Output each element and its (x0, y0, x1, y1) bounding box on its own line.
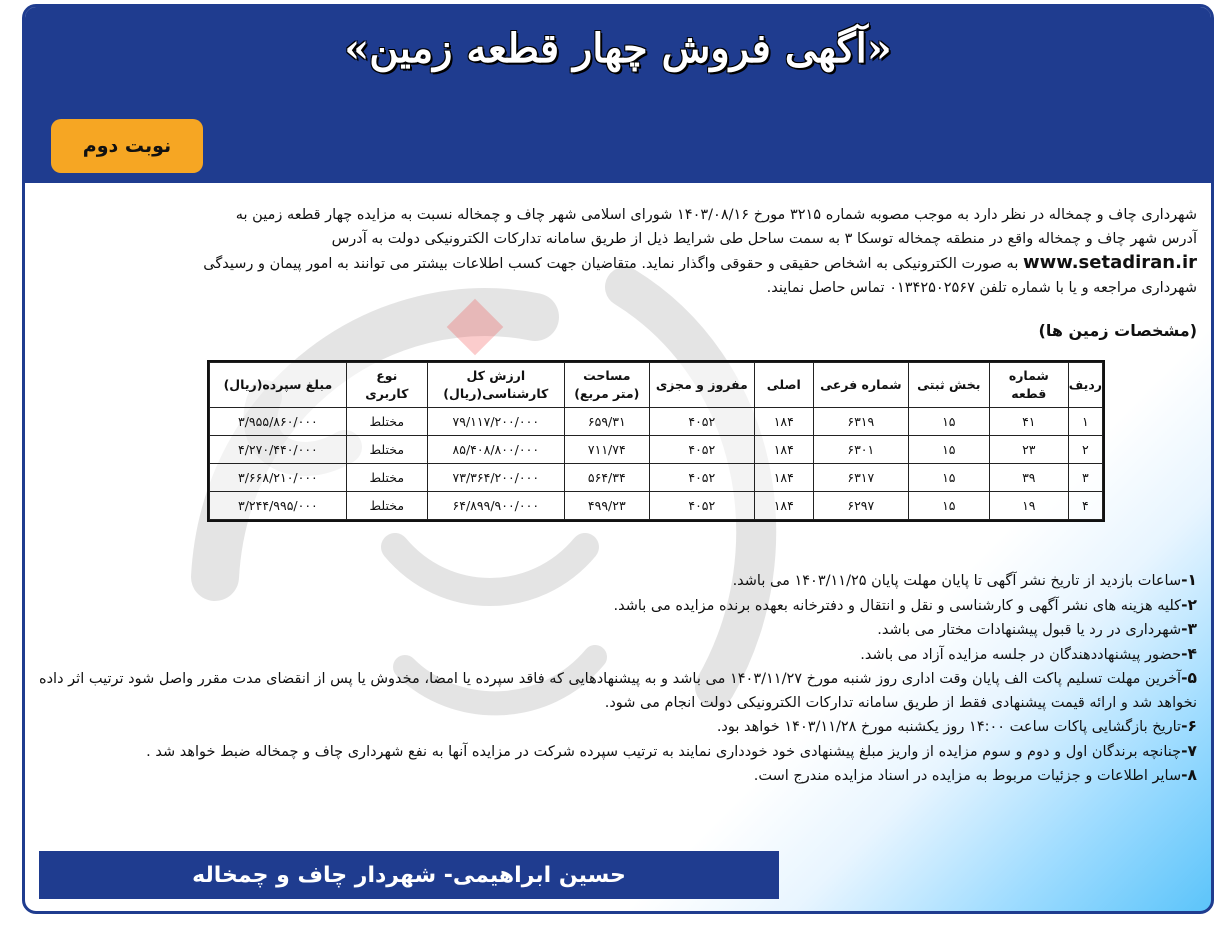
condition-number: ۱- (1181, 571, 1197, 589)
condition-text: کلیه هزینه های نشر آگهی و کارشناسی و نقل و انتقال و دفترخانه بعهده برنده مزایده می باشد. (613, 597, 1182, 614)
table-row (210, 464, 1103, 492)
cell-main: ۱۸۴ (754, 492, 813, 520)
col-sub: شماره فرعی (813, 363, 908, 408)
cell-use: مختلط (346, 464, 427, 492)
signature-bar: حسین ابراهیمی- شهردار چاف و چمخاله (39, 851, 779, 899)
col-plot: شماره قطعه (989, 363, 1068, 408)
cell-deposit: ۳/۲۴۴/۹۹۵/۰۰۰ (210, 492, 347, 520)
cell-row: ۳ (1068, 464, 1102, 492)
cell-section: ۱۵ (908, 492, 989, 520)
specs-heading: (مشخصات زمین ها) (1038, 321, 1197, 340)
cell-use: مختلط (346, 436, 427, 464)
notice-frame (22, 4, 1214, 914)
condition-number: ۶- (1181, 717, 1197, 735)
condition-number: ۲- (1181, 595, 1197, 614)
cell-section: ۱۵ (908, 408, 989, 436)
table-row (210, 408, 1103, 436)
condition-text: چنانچه برندگان اول و دوم و سوم مزایده از واریز مبلغ پیشنهادی خود خودداری نمایند به ترتیب سپرده شرکت در مزایده آنها به نفع شهرداری چاف و چمخاله ضبط خواهد شد . (146, 743, 1182, 760)
cell-use: مختلط (346, 492, 427, 520)
table-row (210, 492, 1103, 520)
intro-line-2: آدرس شهر چاف و چمخاله واقع در منطقه چمخاله توسکا ۳ به سمت ساحل طی شرایط ذیل از طریق سامانه تدارکات الکترونیکی دولت به آدرس (331, 231, 1197, 247)
col-section: بخش ثبتی (908, 363, 989, 408)
cell-sub: ۶۳۱۹ (813, 408, 908, 436)
condition-item (39, 764, 1197, 789)
cell-plot: ۱۹ (989, 492, 1068, 520)
cell-section: ۱۵ (908, 436, 989, 464)
condition-text: شهرداری در رد یا قبول پیشنهادات مختار می باشد. (877, 622, 1182, 638)
cell-value: ۶۴/۸۹۹/۹۰۰/۰۰۰ (427, 492, 564, 520)
col-use-line1: نوع (376, 368, 398, 383)
condition-number: ۷- (1181, 741, 1197, 760)
cell-value: ۷۳/۳۶۴/۲۰۰/۰۰۰ (427, 464, 564, 492)
cell-plot: ۳۹ (989, 464, 1068, 492)
cell-row: ۲ (1068, 436, 1102, 464)
condition-item (39, 594, 1197, 619)
table-row (210, 436, 1103, 464)
col-use (346, 363, 427, 408)
land-table (209, 362, 1103, 520)
land-table-wrapper (207, 360, 1105, 522)
cell-value: ۸۵/۴۰۸/۸۰۰/۰۰۰ (427, 436, 564, 464)
col-row: ردیف (1068, 363, 1102, 408)
condition-text: تاریخ بازگشایی پاکات ساعت ۱۴:۰۰ روز یکشنبه مورخ ۱۴۰۳/۱۱/۲۸ خواهد بود. (716, 719, 1182, 735)
cell-plot: ۲۳ (989, 436, 1068, 464)
intro-line-1: شهرداری چاف و چمخاله در نظر دارد به موجب مصوبه شماره ۳۲۱۵ مورخ ۱۴۰۳/۰۸/۱۶ شورای اسلامی شهر چاف و چمخاله نسبت به مزایده چهار قطعه زمین به (235, 207, 1197, 223)
setadiran-link[interactable]: www.setadiran.ir (1022, 252, 1197, 273)
col-area-line2: (متر مربع) (574, 386, 640, 401)
cell-separated: ۴۰۵۲ (649, 464, 754, 492)
condition-item (39, 667, 1197, 715)
table-header-row (210, 363, 1103, 408)
cell-plot: ۴۱ (989, 408, 1068, 436)
col-value-line2: کارشناسی(ریال) (443, 386, 549, 401)
col-value-line1: ارزش کل (466, 368, 526, 383)
cell-use: مختلط (346, 408, 427, 436)
condition-number: ۵- (1181, 669, 1197, 687)
condition-number: ۴- (1181, 644, 1197, 663)
cell-area: ۵۶۴/۳۴ (564, 464, 649, 492)
condition-number: ۳- (1181, 620, 1197, 638)
condition-text: آخرین مهلت تسلیم پاکت الف پایان وقت اداری روز شنبه مورخ ۱۴۰۳/۱۱/۲۷ می باشد و به پیشنهادهایی که فاقد سپرده یا امضا، مخدوش یا پس از انقضای مدت مقرر واصل شود ترتیب اثر داده نخواهد شد و ارائه قیمت پیشنهادی فقط از طریق سامانه تدارکات الکترونیکی دولت انجام می شود. (39, 671, 1197, 711)
col-use-line2: کاربری (365, 386, 409, 401)
intro-line-3-text: به صورت الکترونیکی به اشخاص حقیقی و حقوقی واگذار نماید. متقاضیان جهت کسب اطلاعات بیشتر می توانند به امور پیمان و رسیدگی (203, 256, 1019, 272)
cell-sub: ۶۳۰۱ (813, 436, 908, 464)
condition-text: ساعات بازدید از تاریخ نشر آگهی تا پایان مهلت پایان ۱۴۰۳/۱۱/۲۵ می باشد. (732, 573, 1182, 589)
cell-sub: ۶۲۹۷ (813, 492, 908, 520)
intro-line-3 (39, 251, 1197, 276)
cell-main: ۱۸۴ (754, 408, 813, 436)
cell-main: ۱۸۴ (754, 464, 813, 492)
condition-item (39, 715, 1197, 740)
cell-deposit: ۳/۹۵۵/۸۶۰/۰۰۰ (210, 408, 347, 436)
col-area-line1: مساحت (583, 368, 631, 383)
cell-main: ۱۸۴ (754, 436, 813, 464)
cell-section: ۱۵ (908, 464, 989, 492)
cell-area: ۴۹۹/۲۳ (564, 492, 649, 520)
header-band (25, 7, 1211, 183)
cell-separated: ۴۰۵۲ (649, 408, 754, 436)
condition-item (39, 740, 1197, 765)
cell-deposit: ۳/۶۶۸/۲۱۰/۰۰۰ (210, 464, 347, 492)
condition-item (39, 569, 1197, 594)
cell-value: ۷۹/۱۱۷/۲۰۰/۰۰۰ (427, 408, 564, 436)
condition-item (39, 618, 1197, 643)
intro-paragraph (39, 203, 1197, 300)
cell-area: ۶۵۹/۳۱ (564, 408, 649, 436)
cell-area: ۷۱۱/۷۴ (564, 436, 649, 464)
col-main: اصلی (754, 363, 813, 408)
col-value (427, 363, 564, 408)
condition-text: حضور پیشنهاددهندگان در جلسه مزایده آزاد می باشد. (860, 646, 1182, 663)
conditions-list (39, 569, 1197, 789)
intro-line-4: شهرداری مراجعه و یا با شماره تلفن ۰۱۳۴۲۵۰۲۵۶۷ تماس حاصل نمایند. (766, 280, 1197, 296)
col-separated: مفروز و مجزی (649, 363, 754, 408)
condition-item (39, 643, 1197, 668)
cell-row: ۱ (1068, 408, 1102, 436)
notice-title: «آگهی فروش چهار قطعه زمین» (344, 25, 892, 72)
cell-separated: ۴۰۵۲ (649, 492, 754, 520)
cell-sub: ۶۳۱۷ (813, 464, 908, 492)
col-deposit: مبلغ سپرده(ریال) (210, 363, 347, 408)
cell-deposit: ۴/۲۷۰/۴۴۰/۰۰۰ (210, 436, 347, 464)
cell-separated: ۴۰۵۲ (649, 436, 754, 464)
condition-number: ۸- (1181, 766, 1197, 784)
cell-row: ۴ (1068, 492, 1102, 520)
round-badge: نوبت دوم (51, 119, 203, 173)
condition-text: سایر اطلاعات و جزئیات مربوط به مزایده در اسناد مزایده مندرج است. (753, 768, 1182, 784)
col-area (564, 363, 649, 408)
